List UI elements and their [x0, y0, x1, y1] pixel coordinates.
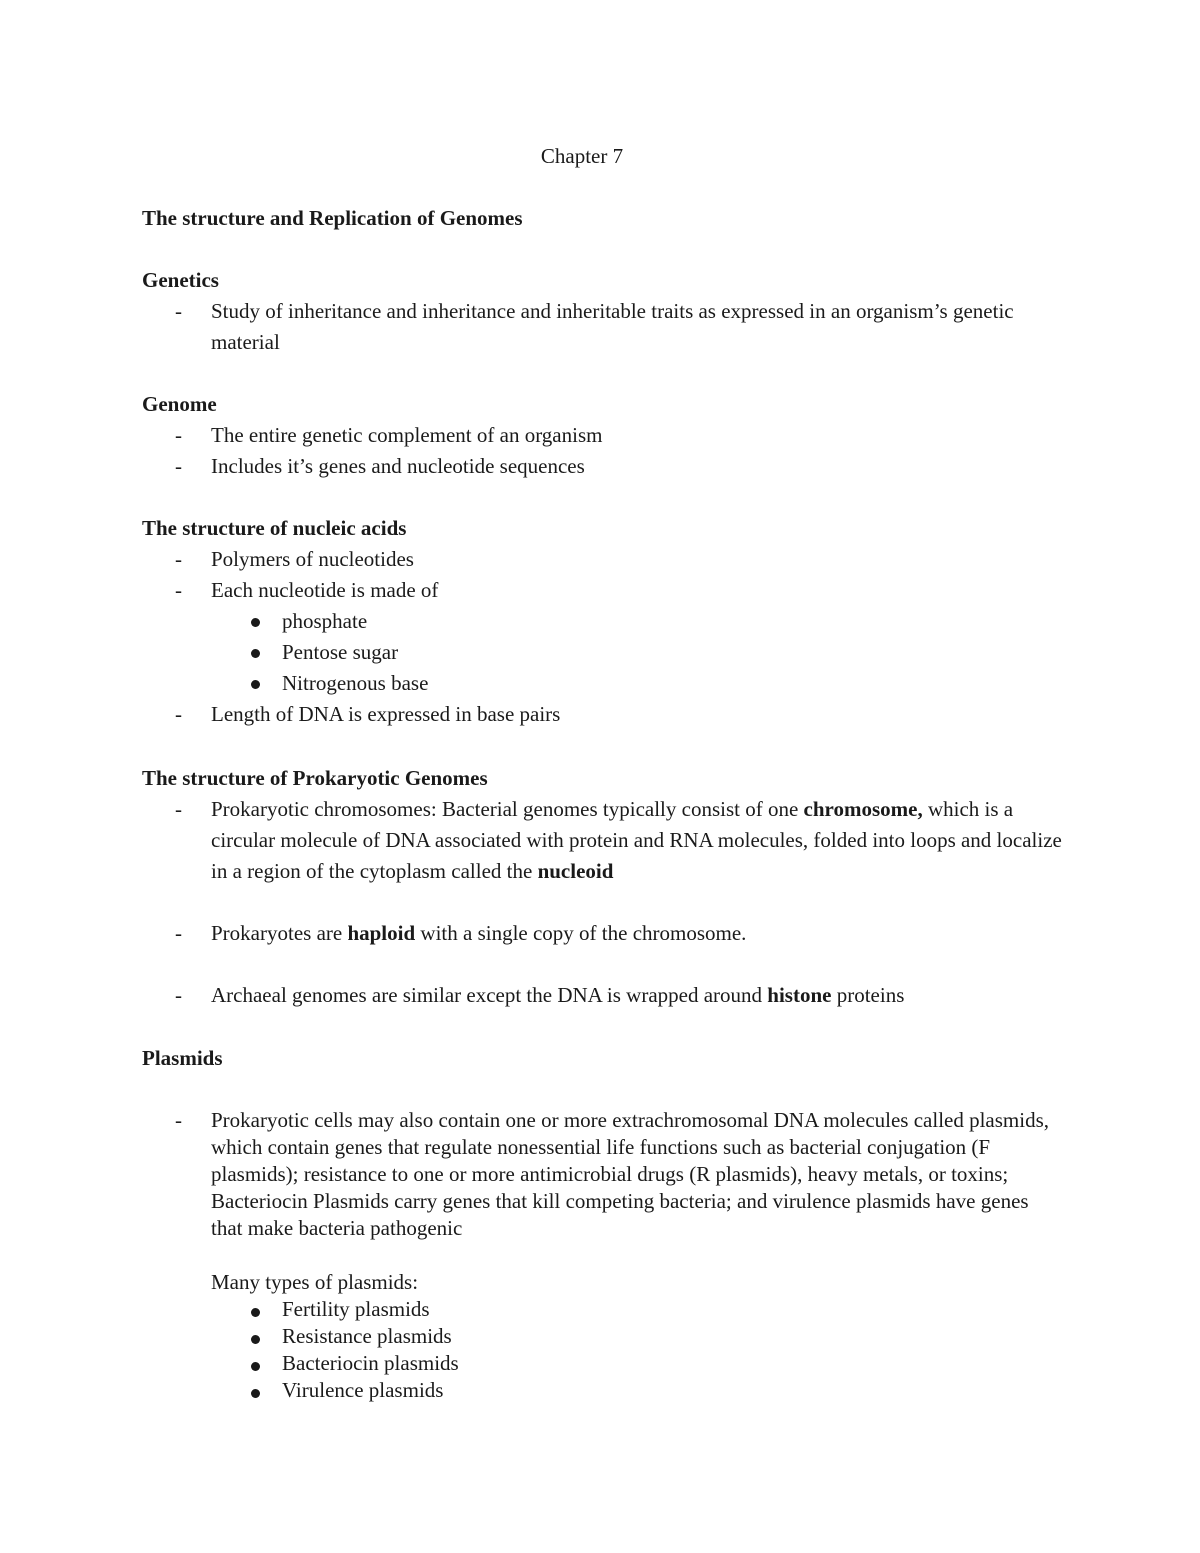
list-item: [142, 794, 1062, 887]
dash-list: [142, 699, 1062, 730]
dash-list: [142, 420, 1062, 482]
dash-list: [142, 1107, 1062, 1242]
bold-term: haploid: [347, 921, 416, 945]
bullet-item: Resistance plasmids: [142, 1323, 1062, 1350]
document-title-block: [142, 203, 1062, 234]
text-run: Archaeal genomes are similar except the DNA is wrapped around: [211, 983, 768, 1007]
bullet-list: [142, 606, 1062, 699]
dash-list: [142, 544, 1062, 606]
text-run: Prokaryotic chromosomes: Bacterial genomes typically consist of one: [211, 797, 804, 821]
dash-list: [142, 794, 1062, 887]
text-run: with a single copy of the chromosome.: [415, 921, 747, 945]
list-item: [142, 918, 1062, 949]
spacer: [142, 1242, 1062, 1269]
list-item: - Study of inheritance and inheritance and inheritable traits as expressed in an organism’s genetic material: [142, 296, 1062, 358]
bold-term: chromosome,: [803, 797, 923, 821]
bullet-item: Fertility plasmids: [142, 1296, 1062, 1323]
section-plasmids-heading: [142, 1043, 1062, 1074]
section-heading: The structure of Prokaryotic Genomes: [142, 766, 488, 790]
section-heading: The structure of nucleic acids: [142, 516, 407, 540]
list-item: - Each nucleotide is made of: [142, 575, 1062, 606]
list-item: - The entire genetic complement of an organism: [142, 420, 1062, 451]
bullet-item: phosphate: [142, 606, 1062, 637]
text-run: which is a circular molecule of DNA associated with protein and RNA molecules, folded into loops and localize in a region of the cytoplasm called the: [211, 797, 1062, 883]
list-item: - Prokaryotic cells may also contain one or more extrachromosomal DNA molecules called plasmids, which contain genes that regulate nonessential life functions such as bacterial conjugation (F plasmids); resistance to one or more antimicrobial drugs (R plasmids), heavy metals, or toxins; Bacteriocin Plasmids carry genes that kill competing bacteria; and virulence plasmids have genes that make bacteria pathogenic: [142, 1107, 1062, 1242]
section-plasmids: [142, 1107, 1062, 1404]
bullet-item: Pentose sugar: [142, 637, 1062, 668]
section-genome: [142, 389, 1062, 482]
bold-term: nucleoid: [537, 859, 614, 883]
bullet-item: Nitrogenous base: [142, 668, 1062, 699]
spacer: [142, 949, 1062, 980]
bullet-item: Bacteriocin plasmids: [142, 1350, 1062, 1377]
dash-list: [142, 918, 1062, 949]
section-heading: Plasmids: [142, 1046, 223, 1070]
list-item: - Includes it’s genes and nucleotide sequences: [142, 451, 1062, 482]
list-item: - Polymers of nucleotides: [142, 544, 1062, 575]
section-prokaryotic-genomes: [142, 763, 1062, 1011]
plasmid-types-label: Many types of plasmids:: [211, 1270, 419, 1294]
bullet-item: Virulence plasmids: [142, 1377, 1062, 1404]
spacer: [142, 887, 1062, 918]
section-nucleic-acids: [142, 513, 1062, 730]
list-item: - Length of DNA is expressed in base pairs: [142, 699, 1062, 730]
bullet-list: [142, 1296, 1062, 1404]
dash-list: [142, 296, 1062, 358]
bold-term: histone: [767, 983, 832, 1007]
text-run: proteins: [831, 983, 905, 1007]
section-heading: Genetics: [142, 268, 219, 292]
section-heading: Genome: [142, 392, 217, 416]
dash-list: [142, 980, 1062, 1011]
chapter-title: Chapter 7: [540, 144, 624, 168]
section-genetics: [142, 265, 1062, 358]
list-item: [142, 980, 1062, 1011]
text-run: Prokaryotes are: [211, 921, 348, 945]
document-title: The structure and Replication of Genomes: [142, 206, 523, 230]
